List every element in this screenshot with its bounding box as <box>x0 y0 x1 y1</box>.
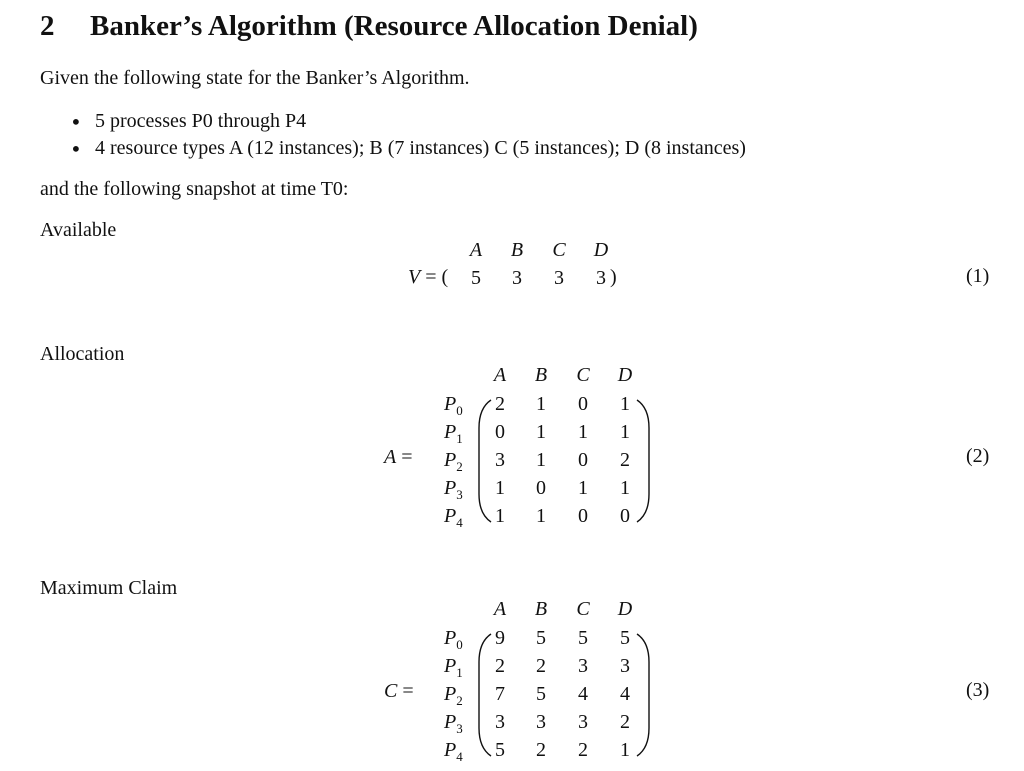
process-letter: P <box>444 449 457 471</box>
allocation-cell: 2 <box>620 449 630 471</box>
maximum-cell: 4 <box>578 683 588 705</box>
intro-text: Given the following state for the Banker’s Algorithm. <box>40 67 470 89</box>
available-value-b: 3 <box>512 267 522 289</box>
allocation-cell: 3 <box>495 449 505 471</box>
maximum-cell: 2 <box>536 739 546 761</box>
available-value-c: 3 <box>554 267 564 289</box>
available-lhs: V = ( <box>408 266 449 288</box>
allocation-row-label <box>444 505 463 531</box>
process-letter: P <box>444 711 457 733</box>
allocation-cell: 2 <box>495 393 505 415</box>
allocation-right-paren <box>636 398 650 524</box>
process-index: 2 <box>456 459 463 474</box>
available-header-c: C <box>552 239 566 261</box>
allocation-lhs: A = <box>384 446 413 468</box>
process-letter: P <box>444 421 457 443</box>
maximum-cell: 2 <box>536 655 546 677</box>
equation-number-1: (1) <box>966 265 990 287</box>
bullet-resource-types: 4 resource types A (12 instances); B (7 instances) C (5 instances); D (8 instances) <box>95 137 746 159</box>
process-letter: P <box>444 655 457 677</box>
maximum-header-b: B <box>534 598 548 620</box>
bullet-dot-icon: • <box>70 110 82 134</box>
maximum-cell: 7 <box>495 683 505 705</box>
process-index: 4 <box>456 749 463 764</box>
maximum-cell: 1 <box>620 739 630 761</box>
available-value-a: 5 <box>471 267 481 289</box>
process-letter: P <box>444 393 457 415</box>
available-value-d: 3 <box>596 267 606 289</box>
available-header-d: D <box>593 239 609 261</box>
equation-number-2: (2) <box>966 445 990 467</box>
allocation-cell: 1 <box>536 505 546 527</box>
maximum-cell: 2 <box>578 739 588 761</box>
process-index: 3 <box>456 721 463 736</box>
process-letter: P <box>444 627 457 649</box>
maximum-right-paren <box>636 632 650 758</box>
maximum-cell: 5 <box>495 739 505 761</box>
maximum-left-paren <box>478 632 492 758</box>
allocation-cell: 1 <box>620 477 630 499</box>
process-letter: P <box>444 505 457 527</box>
available-label: Available <box>40 219 117 241</box>
allocation-cell: 1 <box>578 477 588 499</box>
allocation-cell: 1 <box>536 393 546 415</box>
maximum-cell: 5 <box>620 627 630 649</box>
bullet-dot-icon: • <box>70 137 82 161</box>
process-index: 0 <box>456 637 463 652</box>
allocation-cell: 1 <box>495 477 505 499</box>
allocation-row-label <box>444 449 463 475</box>
process-index: 2 <box>456 693 463 708</box>
snapshot-text: and the following snapshot at time T0: <box>40 178 349 200</box>
allocation-cell: 1 <box>536 449 546 471</box>
allocation-cell: 1 <box>495 505 505 527</box>
allocation-header-c: C <box>576 364 590 386</box>
maximum-cell: 3 <box>578 711 588 733</box>
maximum-cell: 3 <box>578 655 588 677</box>
section-title: Banker’s Algorithm (Resource Allocation Denial) <box>90 10 698 42</box>
allocation-row-label <box>444 393 463 419</box>
allocation-cell: 0 <box>536 477 546 499</box>
allocation-left-paren <box>478 398 492 524</box>
available-header-b: B <box>510 239 524 261</box>
maximum-header-c: C <box>576 598 590 620</box>
maximum-cell: 4 <box>620 683 630 705</box>
allocation-cell: 0 <box>578 393 588 415</box>
maximum-row-label <box>444 655 463 681</box>
available-header-a: A <box>469 239 483 261</box>
maximum-cell: 9 <box>495 627 505 649</box>
allocation-cell: 1 <box>578 421 588 443</box>
allocation-cell: 0 <box>495 421 505 443</box>
process-index: 3 <box>456 487 463 502</box>
maximum-cell: 2 <box>495 655 505 677</box>
allocation-row-label <box>444 421 463 447</box>
allocation-header-b: B <box>534 364 548 386</box>
maximum-cell: 5 <box>536 683 546 705</box>
maximum-cell: 5 <box>536 627 546 649</box>
allocation-cell: 1 <box>620 393 630 415</box>
allocation-cell: 0 <box>620 505 630 527</box>
maximum-row-label <box>444 739 463 765</box>
allocation-header-d: D <box>617 364 633 386</box>
process-index: 4 <box>456 515 463 530</box>
maximum-row-label <box>444 683 463 709</box>
equation-number-3: (3) <box>966 679 990 701</box>
allocation-label: Allocation <box>40 343 125 365</box>
allocation-header-a: A <box>493 364 507 386</box>
process-index: 1 <box>456 665 463 680</box>
maximum-row-label <box>444 711 463 737</box>
maximum-cell: 3 <box>620 655 630 677</box>
allocation-cell: 0 <box>578 449 588 471</box>
section-number: 2 <box>40 10 55 42</box>
available-close-paren: ) <box>610 266 617 288</box>
maximum-claim-label: Maximum Claim <box>40 577 178 599</box>
process-index: 1 <box>456 431 463 446</box>
allocation-cell: 0 <box>578 505 588 527</box>
maximum-cell: 3 <box>495 711 505 733</box>
process-letter: P <box>444 739 457 761</box>
process-index: 0 <box>456 403 463 418</box>
maximum-lhs: C = <box>384 680 414 702</box>
allocation-cell: 1 <box>620 421 630 443</box>
maximum-header-a: A <box>493 598 507 620</box>
maximum-cell: 5 <box>578 627 588 649</box>
allocation-cell: 1 <box>536 421 546 443</box>
allocation-row-label <box>444 477 463 503</box>
maximum-cell: 2 <box>620 711 630 733</box>
maximum-cell: 3 <box>536 711 546 733</box>
process-letter: P <box>444 683 457 705</box>
maximum-header-d: D <box>617 598 633 620</box>
maximum-row-label <box>444 627 463 653</box>
process-letter: P <box>444 477 457 499</box>
bullet-processes: 5 processes P0 through P4 <box>95 110 307 132</box>
